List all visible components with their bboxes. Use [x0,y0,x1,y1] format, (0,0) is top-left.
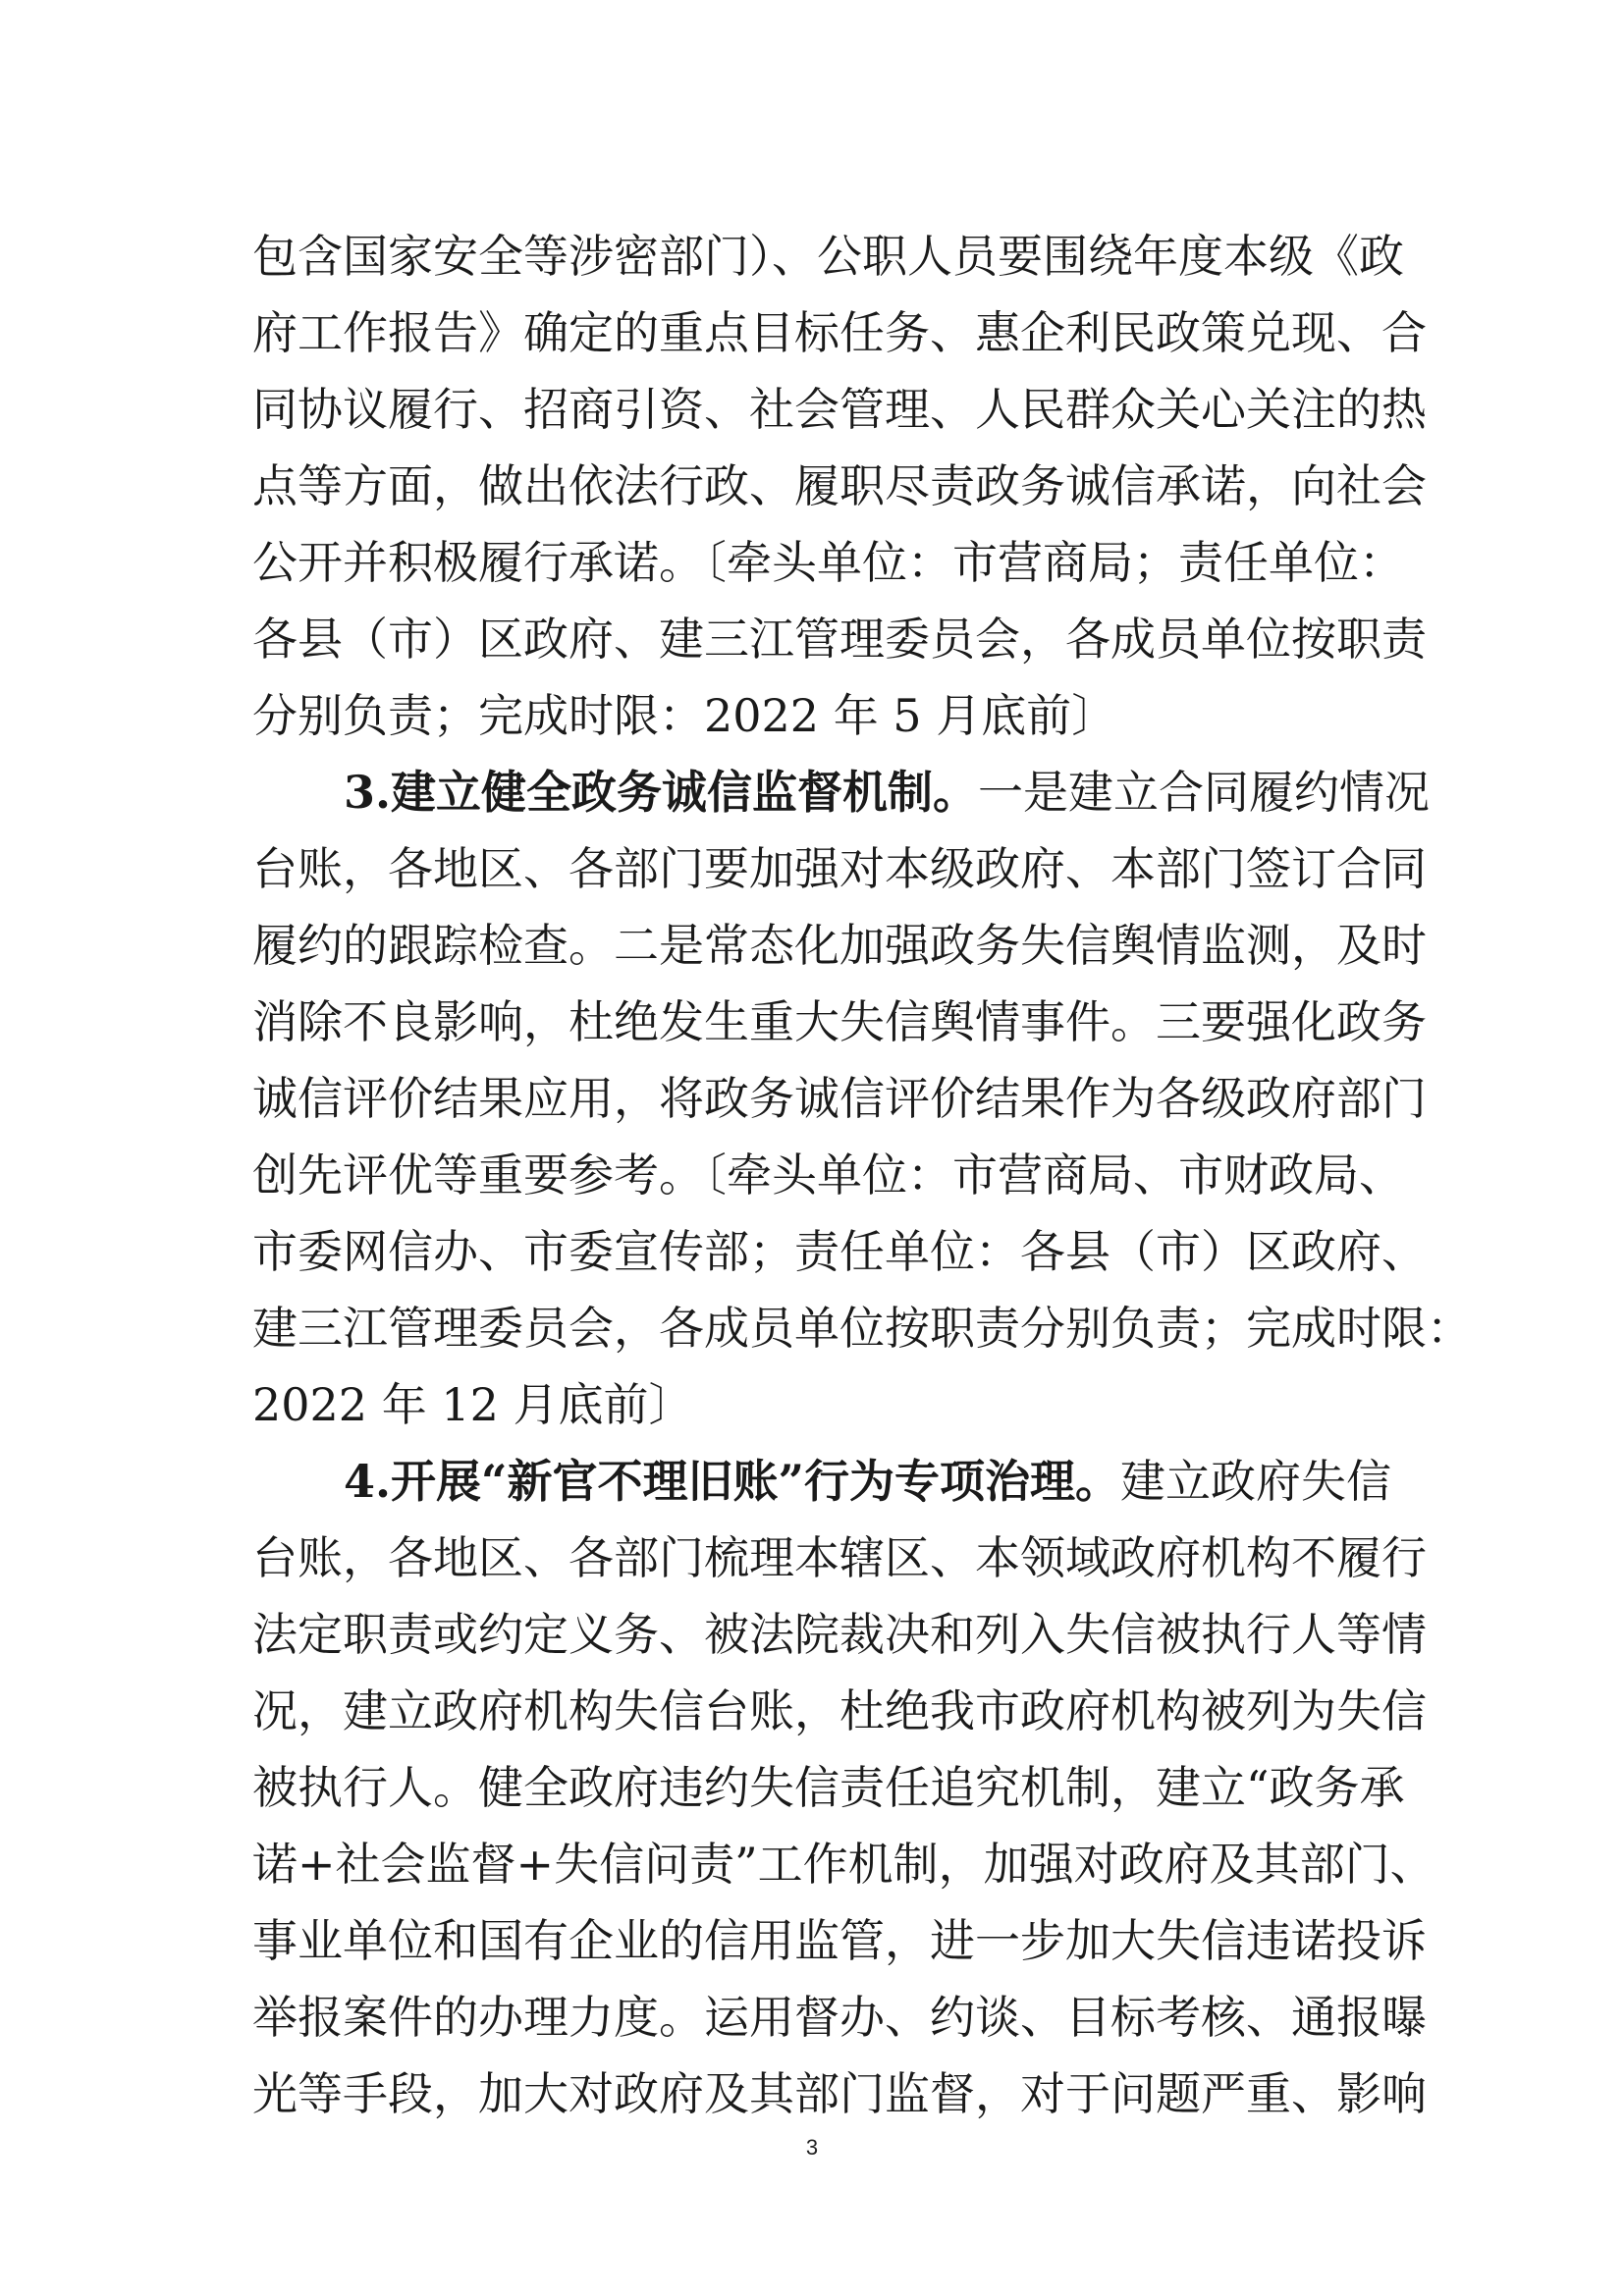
paragraph-2-line-8: 建三江管理委员会，各成员单位按职责分别负责；完成时限： [252,1302,1472,1355]
paragraph-2-line-6: 创先评优等重要参考。〔牵头单位：市营商局、市财政局、 [252,1148,1404,1201]
paragraph-2-first-line [344,757,1431,828]
paragraph-2-line-2: 台账，各地区、各部门要加强对本级政府、本部门签订合同 [252,842,1427,895]
paragraph-2-line-4: 消除不良影响，杜绝发生重大失信舆情事件。三要强化政务 [252,995,1427,1048]
paragraph-1-line-6: 各县（市）区政府、建三江管理委员会，各成员单位按职责 [252,613,1427,666]
paragraph-1-line-5: 公开并积极履行承诺。〔牵头单位：市营商局；责任单位： [252,536,1404,589]
paragraph-2-line-5: 诚信评价结果应用，将政务诚信评价结果作为各级政府部门 [252,1072,1427,1125]
paragraph-3-line-7: 事业单位和国有企业的信用监管，进一步加大失信违诺投诉 [252,1914,1427,1967]
paragraph-3-line-8: 举报案件的办理力度。运用督办、约谈、目标考核、通报曝 [252,1991,1427,2044]
paragraph-3-line-5: 被执行人。健全政府违约失信责任追究机制，建立“政务承 [252,1761,1405,1814]
paragraph-2-line-9: 2022 年 12 月底前〕 [252,1378,694,1431]
paragraph-3-heading: 4.开展“新官不理旧账”行为专项治理。 [344,1455,1120,1508]
paragraph-2-heading: 3.建立健全政务诚信监督机制。 [344,766,979,819]
paragraph-3-line-4: 况，建立政府机构失信台账，杜绝我市政府机构被列为失信 [252,1684,1427,1737]
paragraph-2-line-3: 履约的跟踪检查。二是常态化加强政务失信舆情监测，及时 [252,919,1427,972]
paragraph-2-first-line-rest: 一是建立合同履约情况 [978,766,1431,819]
paragraph-1-line-1: 包含国家安全等涉密部门）、公职人员要围绕年度本级《政 [252,230,1404,283]
paragraph-3-line-3: 法定职责或约定义务、被法院裁决和列入失信被执行人等情 [252,1608,1427,1661]
paragraph-1-line-4: 点等方面，做出依法行政、履职尽责政务诚信承诺，向社会 [252,459,1427,512]
paragraph-1-line-3: 同协议履行、招商引资、社会管理、人民群众关心关注的热 [252,383,1427,436]
page-number: 3 [805,2135,819,2160]
paragraph-3-line-9: 光等手段，加大对政府及其部门监督，对于问题严重、影响 [252,2067,1427,2120]
paragraph-3-line-6: 诺+社会监督+失信问责”工作机制，加强对政府及其部门、 [252,1838,1435,1891]
paragraph-2-line-7: 市委网信办、市委宣传部；责任单位：各县（市）区政府、 [252,1225,1427,1278]
paragraph-3-line-2: 台账，各地区、各部门梳理本辖区、本领域政府机构不履行 [252,1531,1427,1584]
paragraph-1-line-7: 分别负责；完成时限：2022 年 5 月底前〕 [252,689,1117,742]
paragraph-1-line-2: 府工作报告》确定的重点目标任务、惠企利民政策兑现、合 [252,306,1427,359]
paragraph-3-first-line-rest: 建立政府失信 [1119,1455,1391,1508]
paragraph-3-first-line [344,1446,1391,1517]
